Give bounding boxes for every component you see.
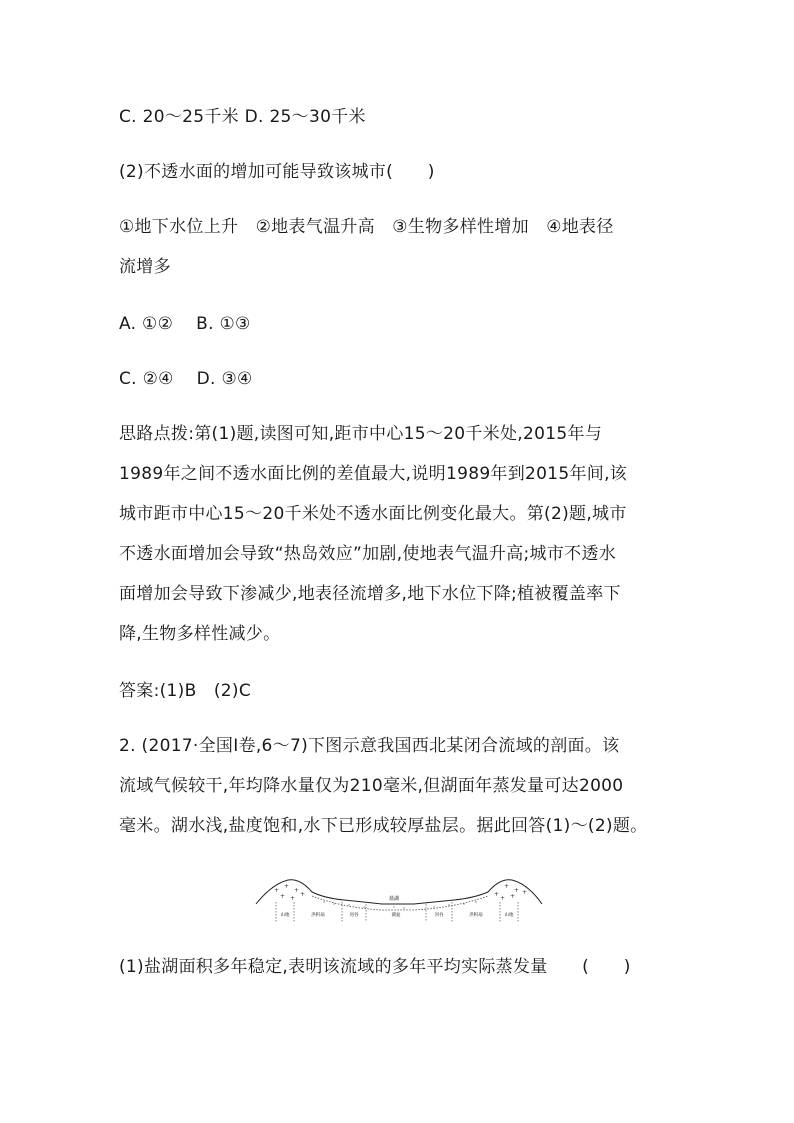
hint-line-6: 降,生物多样性减少。 bbox=[119, 624, 281, 644]
zone-dividers bbox=[276, 902, 518, 922]
sub-question-1: (1)盐湖面积多年稳定,表明该流域的多年平均实际蒸发量 ( ) bbox=[119, 957, 631, 977]
sediment-dots bbox=[323, 901, 476, 908]
svg-text:+: + bbox=[514, 887, 520, 894]
question-2-choices-line-2: 流增多 bbox=[119, 257, 171, 277]
svg-text:+: + bbox=[280, 893, 286, 900]
zone-label-lake-basin: 湖盆 bbox=[391, 913, 401, 918]
question-2-choices-line-1: ①地下水位上升 ②地表气温升高 ③生物多样性增加 ④地表径 bbox=[119, 217, 614, 237]
sediment-layer bbox=[312, 896, 488, 910]
hint-line-1: 思路点拨:第(1)题,读图可知,距市中心15～20千米处,2015年与 bbox=[119, 424, 603, 444]
svg-text:+: + bbox=[274, 887, 280, 894]
question-2-intro-line-2: 流域气候较干,年均降水量仅为210毫米,但湖面年蒸发量可达2000 bbox=[119, 776, 624, 796]
hint-line-5: 面增加会导致下渗减少,地表径流增多,地下水位下降;植被覆盖率下 bbox=[119, 584, 621, 604]
zone-label-valley-right: 河谷 bbox=[434, 913, 444, 918]
question-2-stem: (2)不透水面的增加可能导致该城市( ) bbox=[119, 162, 435, 182]
svg-text:+: + bbox=[494, 891, 500, 898]
options-a-b: A. ①② B. ①③ bbox=[119, 314, 251, 334]
options-c-d: C. ②④ D. ③④ bbox=[119, 369, 253, 389]
hint-line-2: 1989年之间不透水面比例的差值最大,说明1989年到2015年间,该 bbox=[119, 464, 628, 484]
svg-text:+: + bbox=[510, 893, 516, 900]
zone-label-mountain-right: 山地 bbox=[504, 913, 514, 918]
svg-text:+: + bbox=[522, 889, 528, 896]
basin-profile-diagram bbox=[254, 872, 544, 930]
zone-label-valley-left: 河谷 bbox=[349, 913, 359, 918]
svg-text:+: + bbox=[290, 895, 296, 902]
svg-text:+: + bbox=[300, 891, 306, 898]
zone-label-mountain-left: 山地 bbox=[280, 913, 290, 918]
question-2-intro-line-3: 毫米。湖水浅,盐度饱和,水下已形成较厚盐层。据此回答(1)～(2)题。 bbox=[119, 816, 648, 836]
svg-text:+: + bbox=[504, 883, 510, 890]
answer-line: 答案:(1)B (2)C bbox=[119, 681, 252, 701]
svg-text:+: + bbox=[500, 895, 506, 902]
svg-text:+: + bbox=[294, 887, 300, 894]
hint-line-3: 城市距市中心15～20千米处不透水面比例变化最大。第(2)题,城市 bbox=[119, 504, 627, 524]
line-options-c-d: C. 20～25千米 D. 25～30千米 bbox=[119, 107, 366, 127]
hint-line-4: 不透水面增加会导致“热岛效应”加剧,使地表气温升高;城市不透水 bbox=[119, 544, 617, 564]
question-2-intro-line-1: 2. (2017·全国Ⅰ卷,6～7)下图示意我国西北某闭合流域的剖面。该 bbox=[119, 736, 620, 756]
zone-label-alluvial-fan-left: 洪积扇 bbox=[311, 913, 325, 918]
salt-lake-label: 盐湖 bbox=[388, 896, 400, 902]
zone-label-alluvial-fan-right: 洪积扇 bbox=[469, 913, 483, 918]
svg-text:+: + bbox=[284, 883, 290, 890]
